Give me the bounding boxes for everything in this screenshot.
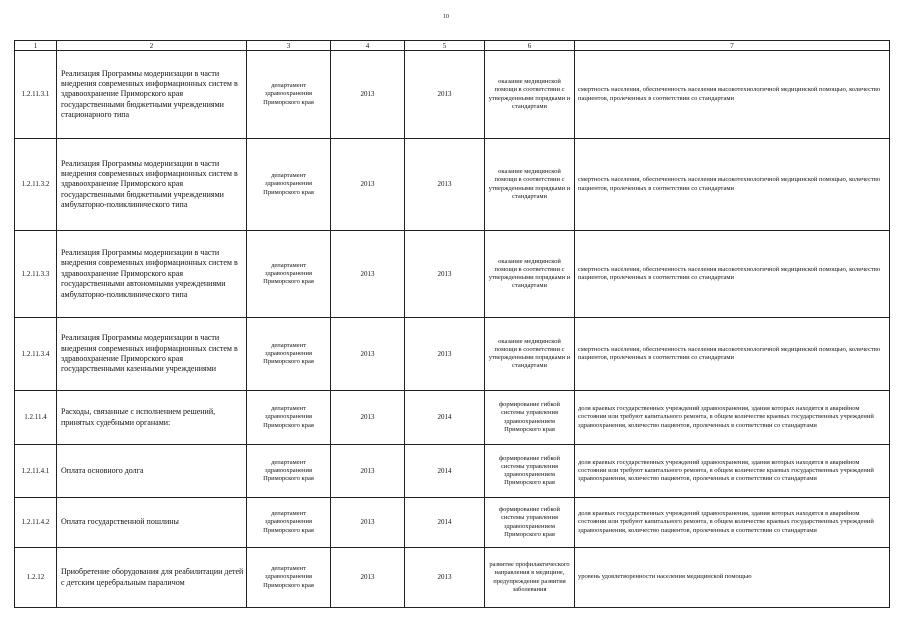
row-code: 1.2.12 [15,548,57,608]
header-col-5: 5 [405,41,485,51]
row-indicators: уровень удовлетворенности населения медицинской помощью [575,548,890,608]
row-indicators: смертность населения, обеспеченность населения высокотехнологичной медицинской помощью, количество пациентов, пролеченных в соответствии со стандартами [575,318,890,391]
row-executor: департамент здравоохранения Приморского края [247,231,331,318]
row-executor: департамент здравоохранения Приморского края [247,498,331,548]
table-row [15,548,890,608]
row-name: Реализация Программы модернизации в части внедрения современных информационных систем в здравоохранение Приморского края государственными автономными учреждениями амбулаторно-поликлинического типа [57,231,247,318]
row-start-year: 2013 [331,498,405,548]
table-row [15,318,890,391]
row-start-year: 2013 [331,318,405,391]
header-col-3: 3 [247,41,331,51]
row-start-year: 2013 [331,445,405,498]
row-end-year: 2013 [405,318,485,391]
row-end-year: 2013 [405,231,485,318]
row-indicators: доля краевых государственных учреждений здравоохранения, здания которых находятся в аварийном состоянии или требуют капитального ремонта, в общем количестве краевых государственных учреждений здравоохранения, количество пациентов, пролеченных в соответствии со стандартами [575,391,890,445]
row-indicators: смертность населения, обеспеченность населения высокотехнологичной медицинской помощью, количество пациентов, пролеченных в соответствии со стандартами [575,139,890,231]
table-row [15,498,890,548]
row-result: оказание медицинской помощи в соответствии с утвержденными порядками и стандартами [485,231,575,318]
header-col-7: 7 [575,41,890,51]
row-name: Реализация Программы модернизации в части внедрения современных информационных систем в здравоохранение Приморского края государственными казенными учреждениями [57,318,247,391]
row-start-year: 2013 [331,548,405,608]
row-name: Оплата основного долга [57,445,247,498]
row-indicators: доля краевых государственных учреждений здравоохранения, здания которых находятся в аварийном состоянии или требуют капитального ремонта, в общем количестве краевых государственных учреждений здравоохранения, количество пациентов, пролеченных в соответствии со стандартами [575,498,890,548]
header-col-1: 1 [15,41,57,51]
table-row [15,139,890,231]
row-name: Приобретение оборудования для реабилитации детей с детским церебральным параличом [57,548,247,608]
row-result: оказание медицинской помощи в соответствии с утвержденными порядками и стандартами [485,139,575,231]
row-executor: департамент здравоохранения Приморского края [247,318,331,391]
header-row [15,41,890,51]
row-end-year: 2013 [405,139,485,231]
row-result: развитие профилактического направления в медицине, предупреждение развития заболевания [485,548,575,608]
row-result: формирование гибкой системы управления здравоохранением Приморского края [485,498,575,548]
page-number: 10 [443,14,449,20]
row-name: Расходы, связанные с исполнением решений, принятых судебными органами: [57,391,247,445]
row-name: Реализация Программы модернизации в части внедрения современных информационных систем в здравоохранение Приморского края государственными бюджетными учреждениями стационарного типа [57,51,247,139]
table-row [15,51,890,139]
row-start-year: 2013 [331,139,405,231]
row-code: 1.2.11.3.4 [15,318,57,391]
row-result: формирование гибкой системы управления здравоохранением Приморского края [485,391,575,445]
row-end-year: 2014 [405,445,485,498]
row-name: Реализация Программы модернизации в части внедрения современных информационных систем в здравоохранение Приморского края государственными бюджетными учреждениями амбулаторно-поликлинического типа [57,139,247,231]
row-code: 1.2.11.4 [15,391,57,445]
row-result: формирование гибкой системы управления здравоохранением Приморского края [485,445,575,498]
row-code: 1.2.11.3.2 [15,139,57,231]
header-col-2: 2 [57,41,247,51]
row-start-year: 2013 [331,51,405,139]
row-executor: департамент здравоохранения Приморского края [247,445,331,498]
row-end-year: 2013 [405,51,485,139]
row-code: 1.2.11.4.2 [15,498,57,548]
table-row [15,445,890,498]
row-end-year: 2014 [405,391,485,445]
program-table [14,40,890,608]
row-end-year: 2014 [405,498,485,548]
row-name: Оплата государственной пошлины [57,498,247,548]
row-start-year: 2013 [331,391,405,445]
row-result: оказание медицинской помощи в соответствии с утвержденными порядками и стандартами [485,318,575,391]
row-executor: департамент здравоохранения Приморского края [247,548,331,608]
row-code: 1.2.11.3.3 [15,231,57,318]
row-end-year: 2013 [405,548,485,608]
row-code: 1.2.11.4.1 [15,445,57,498]
row-indicators: смертность населения, обеспеченность населения высокотехнологичной медицинской помощью, количество пациентов, пролеченных в соответствии со стандартами [575,51,890,139]
row-indicators: смертность населения, обеспеченность населения высокотехнологичной медицинской помощью, количество пациентов, пролеченных в соответствии со стандартами [575,231,890,318]
row-code: 1.2.11.3.1 [15,51,57,139]
row-executor: департамент здравоохранения Приморского края [247,139,331,231]
row-executor: департамент здравоохранения Приморского края [247,391,331,445]
row-start-year: 2013 [331,231,405,318]
table-row [15,231,890,318]
header-col-4: 4 [331,41,405,51]
row-result: оказание медицинской помощи в соответствии с утвержденными порядками и стандартами [485,51,575,139]
row-indicators: доля краевых государственных учреждений здравоохранения, здания которых находятся в аварийном состоянии или требуют капитального ремонта, в общем количестве краевых государственных учреждений здравоохранения, количество пациентов, пролеченных в соответствии со стандартами [575,445,890,498]
row-executor: департамент здравоохранения Приморского края [247,51,331,139]
header-col-6: 6 [485,41,575,51]
table-row [15,391,890,445]
